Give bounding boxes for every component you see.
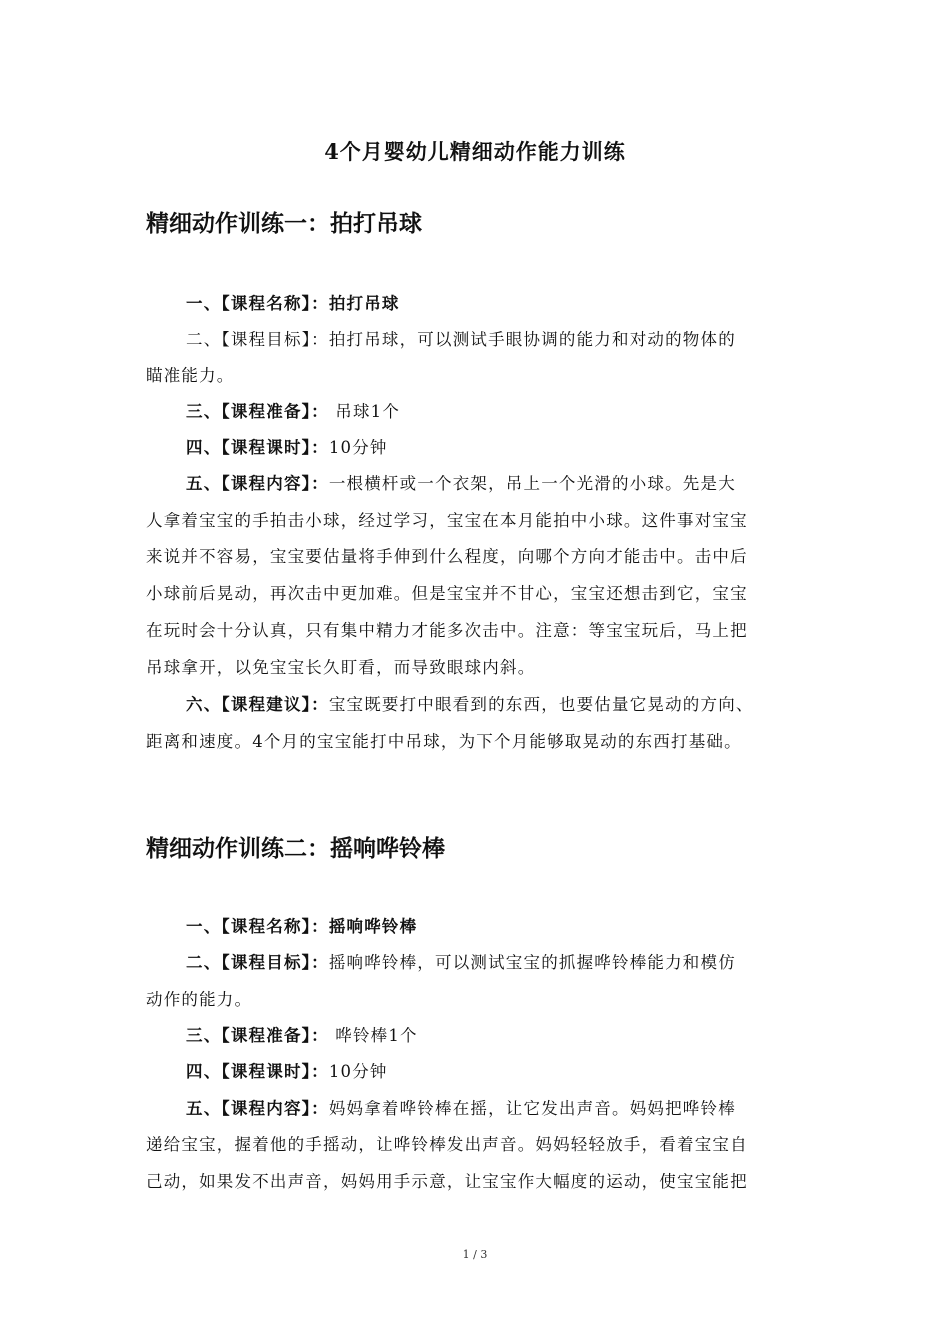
s2-course-content: [186, 1095, 736, 1119]
s1-content-line-5: 在玩时会十分认真，只有集中精力才能多次击中。注意：等宝宝玩后，马上把: [146, 621, 748, 640]
s1-course-duration-label: 四、【课程课时】：: [186, 438, 329, 457]
s1-course-name-value: 拍打吊球: [328, 294, 400, 313]
s2-course-duration-label: 四、【课程课时】：: [186, 1062, 329, 1081]
s2-course-name-label: 一、【课程名称】：: [186, 917, 329, 936]
s2-course-prep-label: 三、【课程准备】：: [186, 1026, 329, 1045]
s1-course-goal-text: 拍打吊球，可以测试手眼协调的能力和对动的物体的: [328, 330, 736, 349]
s1-course-content: [186, 470, 736, 494]
s2-course-duration: [186, 1058, 388, 1082]
s1-advice-line-2: 距离和速度。4个月的宝宝能打中吊球，为下个月能够取晃动的东西打基础。: [146, 732, 742, 751]
s2-course-goal-cont: 动作的能力。: [146, 990, 253, 1009]
s1-course-prep: [186, 398, 400, 422]
s2-course-goal-label: 二、【课程目标】：: [186, 953, 329, 972]
section-heading-2: 精细动作训练二：摇响哗铃棒: [146, 835, 445, 862]
s1-course-advice-label: 六、【课程建议】：: [186, 695, 329, 714]
s1-course-goal-cont: 瞄准能力。: [146, 366, 235, 385]
s2-course-prep-value: 哗铃棒1个: [328, 1026, 418, 1045]
s1-content-line-2: 人拿着宝宝的手拍击小球，经过学习，宝宝在本月能拍中小球。这件事对宝宝: [146, 511, 748, 530]
s1-course-name: [186, 290, 400, 314]
s1-course-advice: [186, 691, 754, 715]
document-title: 4个月婴幼儿精细动作能力训练: [324, 139, 626, 164]
s1-course-name-label: 一、【课程名称】：: [186, 294, 329, 313]
s2-course-name-value: 摇响哗铃棒: [328, 917, 418, 936]
s1-course-content-label: 五、【课程内容】：: [186, 474, 329, 493]
s1-course-duration-value: 10分钟: [328, 438, 388, 457]
s2-course-name: [186, 913, 417, 937]
s1-course-advice-text: 宝宝既要打中眼看到的东西，也要估量它晃动的方向、: [328, 695, 754, 714]
s1-content-line-6: 吊球拿开，以免宝宝长久盯看，而导致眼球内斜。: [146, 658, 536, 677]
section-heading-1: 精细动作训练一：拍打吊球: [146, 210, 422, 237]
s2-content-line-2: 递给宝宝，握着他的手摇动，让哗铃棒发出声音。妈妈轻轻放手，看着宝宝自: [146, 1135, 748, 1154]
s1-content-line-3: 来说并不容易，宝宝要估量将手伸到什么程度，向哪个方向才能击中。击中后: [146, 547, 748, 566]
s1-course-prep-value: 吊球1个: [328, 402, 401, 421]
s2-course-goal-text: 摇响哗铃棒，可以测试宝宝的抓握哗铃棒能力和模仿: [328, 953, 736, 972]
s2-course-duration-value: 10分钟: [328, 1062, 388, 1081]
s1-course-goal: [186, 326, 736, 350]
s2-course-goal: [186, 949, 736, 973]
s1-course-duration: [186, 434, 388, 458]
s2-course-content-text: 妈妈拿着哗铃棒在摇，让它发出声音。妈妈把哗铃棒: [328, 1099, 736, 1118]
s2-course-content-label: 五、【课程内容】：: [186, 1099, 329, 1118]
s1-course-content-text: 一根横杆或一个衣架，吊上一个光滑的小球。先是大: [328, 474, 736, 493]
s1-content-line-4: 小球前后晃动，再次击中更加难。但是宝宝并不甘心，宝宝还想击到它，宝宝: [146, 584, 748, 603]
s2-content-line-3: 己动，如果发不出声音，妈妈用手示意，让宝宝作大幅度的运动，使宝宝能把: [146, 1172, 748, 1191]
s1-course-goal-label: 二、【课程目标】：: [186, 330, 329, 349]
page-number: 1 / 3: [462, 1248, 488, 1261]
s2-course-prep: [186, 1022, 418, 1046]
s1-course-prep-label: 三、【课程准备】：: [186, 402, 329, 421]
